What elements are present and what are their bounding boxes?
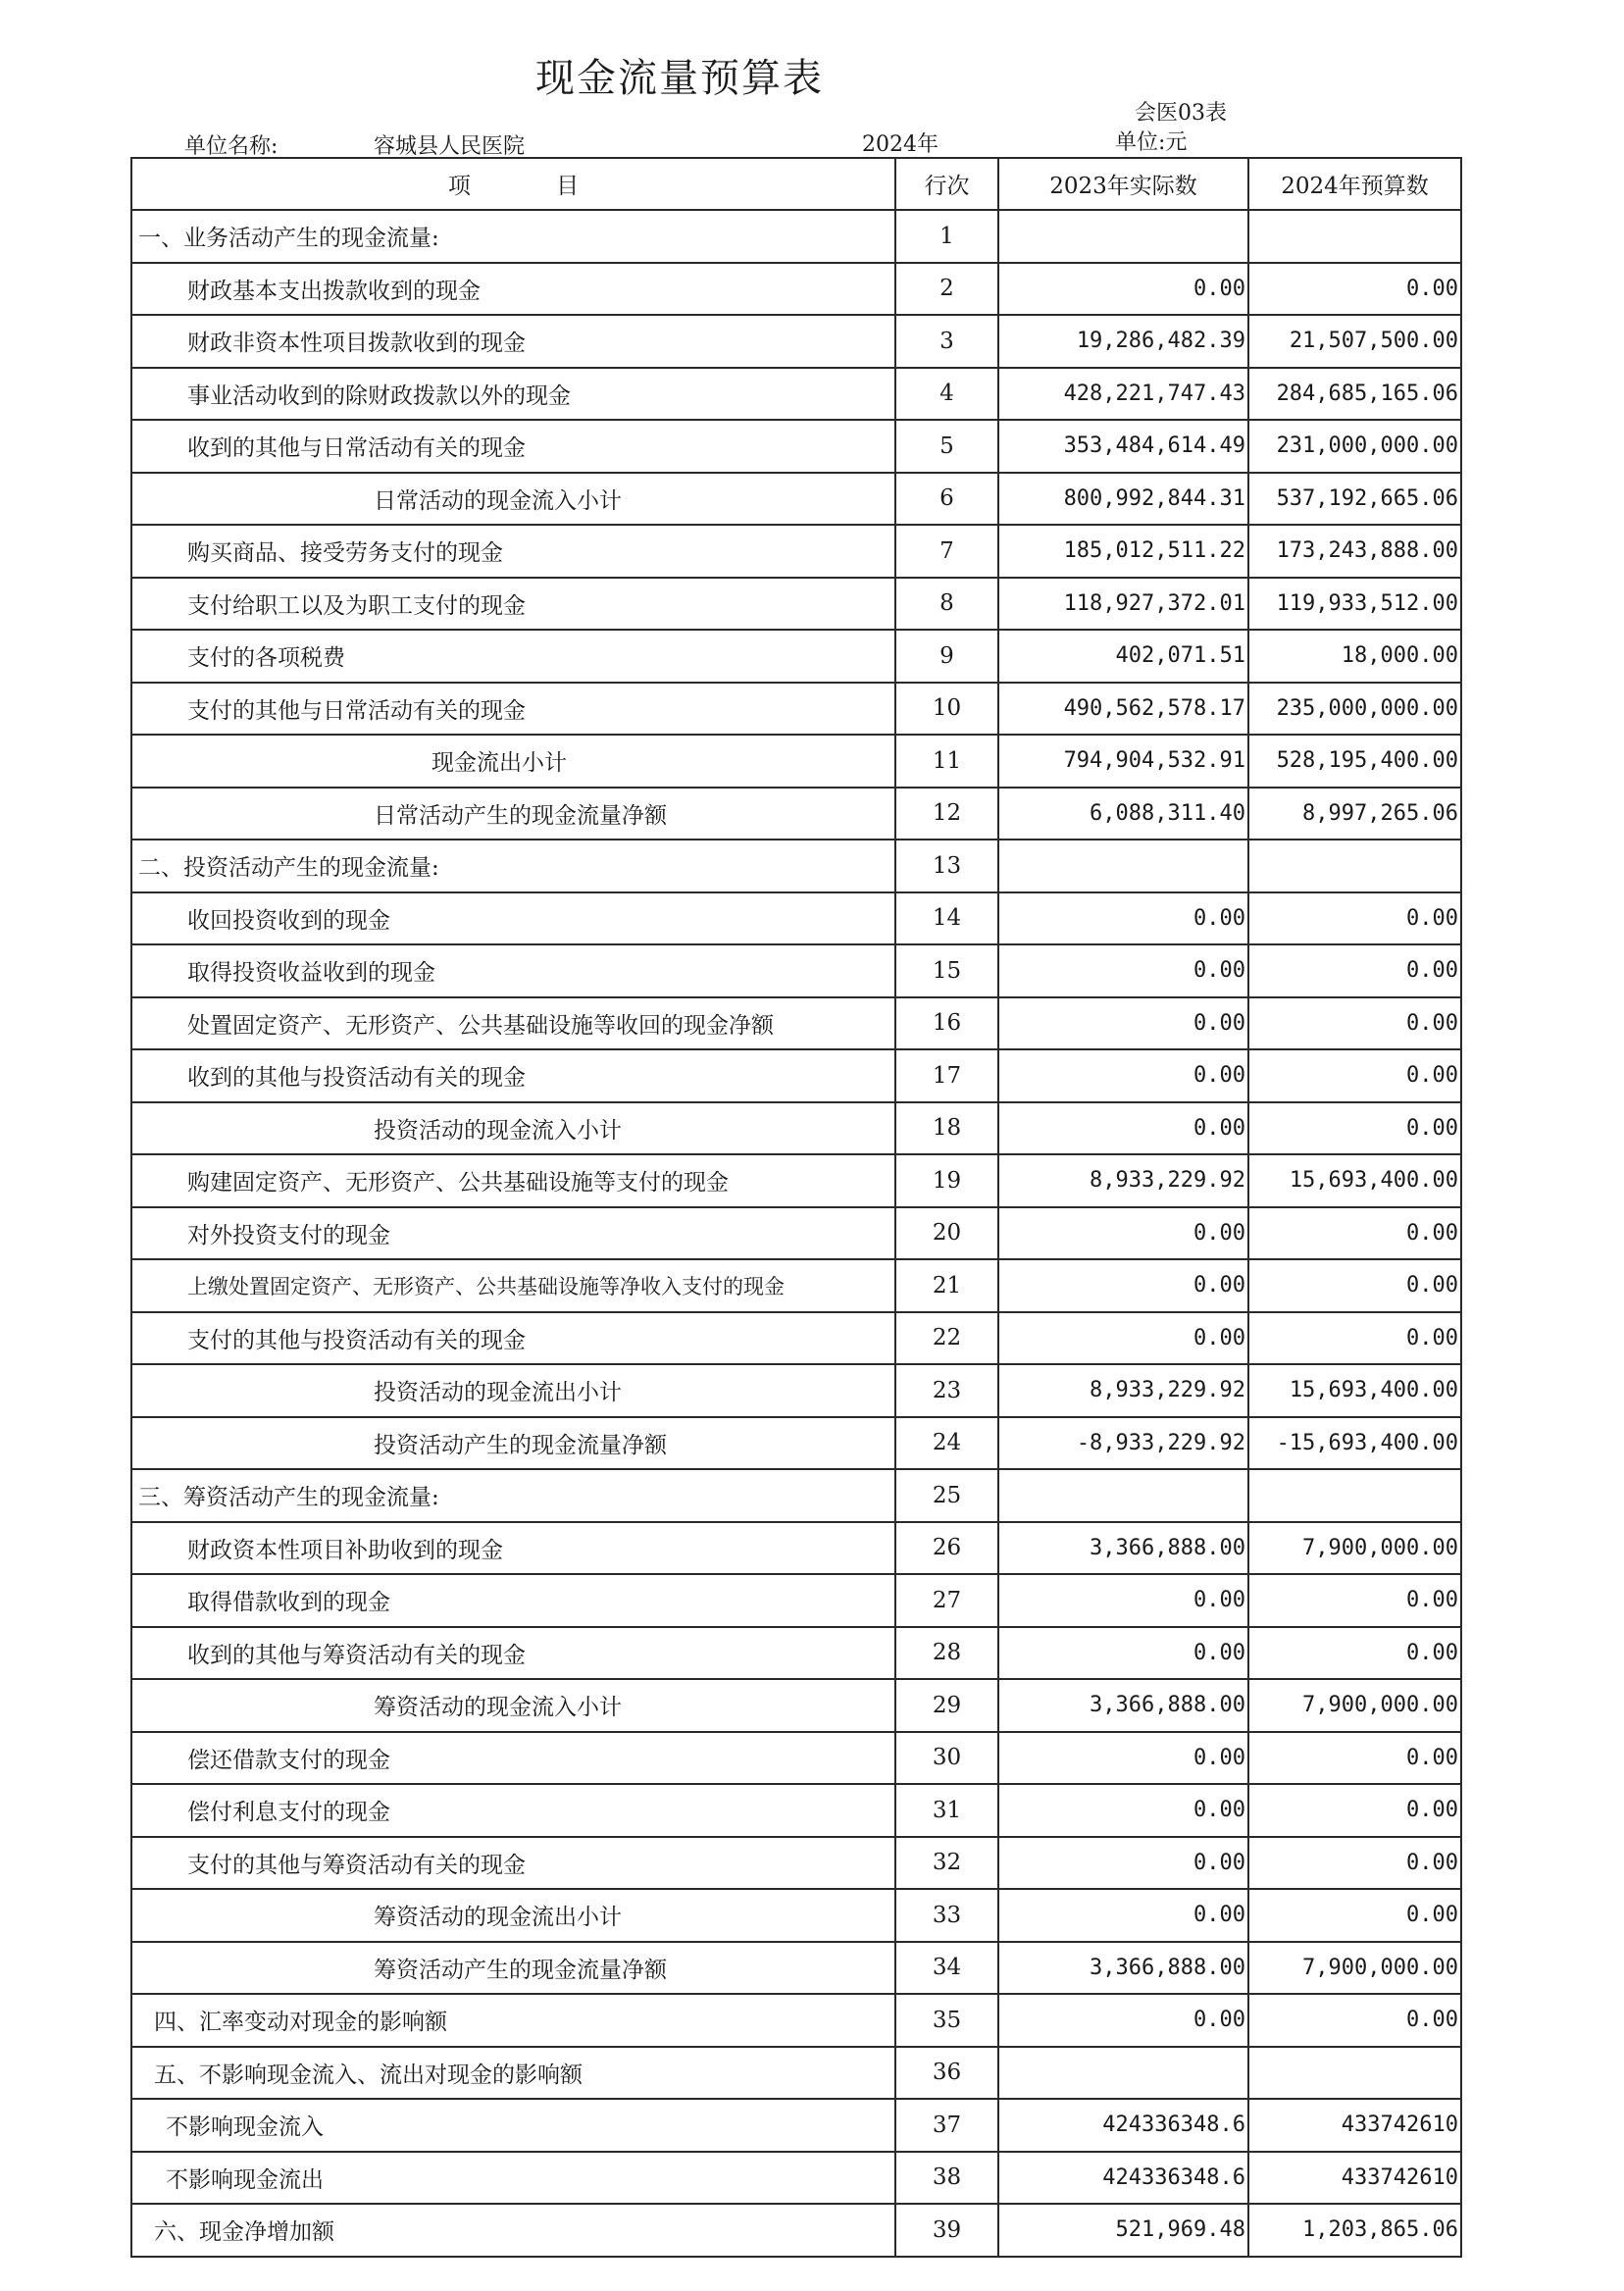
row-number: 15 xyxy=(895,944,998,997)
form-code: 会医03表 xyxy=(1135,101,1227,126)
actual-2023-value: 424336348.6 xyxy=(998,2099,1248,2152)
row-number: 17 xyxy=(895,1049,998,1102)
budget-2024-value: 0.00 xyxy=(1248,1049,1461,1102)
budget-2024-value: 0.00 xyxy=(1248,1312,1461,1365)
actual-2023-value xyxy=(998,840,1248,892)
page-title: 现金流量预算表 xyxy=(535,56,824,101)
budget-2024-value: 0.00 xyxy=(1248,1837,1461,1890)
actual-2023-value: 0.00 xyxy=(998,1049,1248,1102)
table-row xyxy=(131,1259,1461,1312)
actual-2023-value: 8,933,229.92 xyxy=(998,1364,1248,1417)
table-row xyxy=(131,1364,1461,1417)
budget-2024-value: 0.00 xyxy=(1248,892,1461,945)
budget-2024-value: 21,507,500.00 xyxy=(1248,315,1461,368)
column-header-row-no: 行次 xyxy=(895,158,998,210)
table-row xyxy=(131,735,1461,788)
table-row xyxy=(131,1732,1461,1785)
row-number: 30 xyxy=(895,1732,998,1785)
row-number: 34 xyxy=(895,1942,998,1995)
unit-name-value: 容城县人民医院 xyxy=(374,134,526,159)
row-number: 5 xyxy=(895,420,998,473)
budget-2024-value: 0.00 xyxy=(1248,263,1461,316)
table-row xyxy=(131,1889,1461,1942)
actual-2023-value: 402,071.51 xyxy=(998,630,1248,683)
column-header-item: 项 目 xyxy=(131,158,895,210)
actual-2023-value: 0.00 xyxy=(998,1889,1248,1942)
column-header-actual-2023: 2023年实际数 xyxy=(998,158,1248,210)
row-number: 20 xyxy=(895,1207,998,1260)
actual-2023-value: -8,933,229.92 xyxy=(998,1417,1248,1470)
row-label: 收到的其他与筹资活动有关的现金 xyxy=(131,1627,895,1680)
actual-2023-value: 6,088,311.40 xyxy=(998,788,1248,840)
row-number: 1 xyxy=(895,210,998,263)
row-number: 9 xyxy=(895,630,998,683)
actual-2023-value: 0.00 xyxy=(998,1732,1248,1785)
table-row xyxy=(131,1522,1461,1575)
table-row xyxy=(131,630,1461,683)
row-label: 收回投资收到的现金 xyxy=(131,892,895,945)
actual-2023-value: 0.00 xyxy=(998,944,1248,997)
budget-2024-value: 8,997,265.06 xyxy=(1248,788,1461,840)
budget-2024-value: 0.00 xyxy=(1248,1259,1461,1312)
budget-2024-value: 433742610 xyxy=(1248,2152,1461,2205)
row-label: 购建固定资产、无形资产、公共基础设施等支付的现金 xyxy=(131,1154,895,1207)
column-header-budget-2024: 2024年预算数 xyxy=(1248,158,1461,210)
row-label: 一、业务活动产生的现金流量: xyxy=(131,210,895,263)
row-label: 取得投资收益收到的现金 xyxy=(131,944,895,997)
table-row xyxy=(131,210,1461,263)
actual-2023-value: 0.00 xyxy=(998,263,1248,316)
table-row xyxy=(131,1102,1461,1155)
budget-2024-value: 18,000.00 xyxy=(1248,630,1461,683)
table-row xyxy=(131,2047,1461,2100)
budget-2024-value xyxy=(1248,210,1461,263)
actual-2023-value: 3,366,888.00 xyxy=(998,1679,1248,1732)
row-label: 支付给职工以及为职工支付的现金 xyxy=(131,578,895,631)
row-number: 6 xyxy=(895,473,998,526)
budget-2024-value: 15,693,400.00 xyxy=(1248,1154,1461,1207)
budget-2024-value xyxy=(1248,840,1461,892)
row-label: 支付的各项税费 xyxy=(131,630,895,683)
row-label: 不影响现金流入 xyxy=(131,2099,895,2152)
table-row xyxy=(131,1154,1461,1207)
budget-2024-value: 7,900,000.00 xyxy=(1248,1942,1461,1995)
row-number: 11 xyxy=(895,735,998,788)
row-number: 37 xyxy=(895,2099,998,2152)
table-row xyxy=(131,2099,1461,2152)
row-number: 8 xyxy=(895,578,998,631)
row-label: 上缴处置固定资产、无形资产、公共基础设施等净收入支付的现金 xyxy=(131,1259,895,1312)
actual-2023-value: 490,562,578.17 xyxy=(998,683,1248,736)
table-header-row xyxy=(131,158,1461,210)
budget-2024-value xyxy=(1248,2047,1461,2100)
actual-2023-value: 0.00 xyxy=(998,1574,1248,1627)
budget-2024-value: 1,203,865.06 xyxy=(1248,2204,1461,2257)
table-row xyxy=(131,1312,1461,1365)
row-number: 3 xyxy=(895,315,998,368)
table-row xyxy=(131,420,1461,473)
row-label: 日常活动产生的现金流量净额 xyxy=(131,788,895,840)
row-label: 处置固定资产、无形资产、公共基础设施等收回的现金净额 xyxy=(131,997,895,1050)
actual-2023-value xyxy=(998,1469,1248,1522)
row-number: 21 xyxy=(895,1259,998,1312)
budget-2024-value: -15,693,400.00 xyxy=(1248,1417,1461,1470)
row-number: 35 xyxy=(895,1994,998,2047)
row-label: 投资活动的现金流入小计 xyxy=(131,1102,895,1155)
budget-2024-value: 433742610 xyxy=(1248,2099,1461,2152)
row-number: 29 xyxy=(895,1679,998,1732)
actual-2023-value: 800,992,844.31 xyxy=(998,473,1248,526)
budget-2024-value: 173,243,888.00 xyxy=(1248,525,1461,578)
actual-2023-value: 0.00 xyxy=(998,1312,1248,1365)
row-number: 14 xyxy=(895,892,998,945)
unit-name-label: 单位名称: xyxy=(184,134,279,159)
table-row xyxy=(131,1049,1461,1102)
actual-2023-value: 353,484,614.49 xyxy=(998,420,1248,473)
budget-2024-value: 0.00 xyxy=(1248,944,1461,997)
row-label: 不影响现金流出 xyxy=(131,2152,895,2205)
row-number: 28 xyxy=(895,1627,998,1680)
row-number: 7 xyxy=(895,525,998,578)
row-number: 36 xyxy=(895,2047,998,2100)
table-row xyxy=(131,1627,1461,1680)
actual-2023-value: 19,286,482.39 xyxy=(998,315,1248,368)
actual-2023-value: 3,366,888.00 xyxy=(998,1522,1248,1575)
actual-2023-value: 0.00 xyxy=(998,1784,1248,1837)
row-number: 39 xyxy=(895,2204,998,2257)
budget-2024-value: 0.00 xyxy=(1248,1784,1461,1837)
row-label: 四、汇率变动对现金的影响额 xyxy=(131,1994,895,2047)
table-row xyxy=(131,1784,1461,1837)
actual-2023-value: 0.00 xyxy=(998,1102,1248,1155)
actual-2023-value: 118,927,372.01 xyxy=(998,578,1248,631)
actual-2023-value: 521,969.48 xyxy=(998,2204,1248,2257)
row-label: 对外投资支付的现金 xyxy=(131,1207,895,1260)
row-number: 32 xyxy=(895,1837,998,1890)
table-row xyxy=(131,315,1461,368)
table-row xyxy=(131,683,1461,736)
actual-2023-value: 0.00 xyxy=(998,997,1248,1050)
currency-unit: 单位:元 xyxy=(1115,130,1188,155)
actual-2023-value: 0.00 xyxy=(998,1994,1248,2047)
actual-2023-value: 424336348.6 xyxy=(998,2152,1248,2205)
row-number: 12 xyxy=(895,788,998,840)
budget-2024-value: 235,000,000.00 xyxy=(1248,683,1461,736)
budget-2024-value: 0.00 xyxy=(1248,1994,1461,2047)
table-row xyxy=(131,1679,1461,1732)
cash-flow-table xyxy=(130,157,1462,2258)
budget-2024-value: 0.00 xyxy=(1248,1889,1461,1942)
row-label: 投资活动的现金流出小计 xyxy=(131,1364,895,1417)
actual-2023-value: 428,221,747.43 xyxy=(998,368,1248,421)
budget-2024-value: 231,000,000.00 xyxy=(1248,420,1461,473)
row-number: 13 xyxy=(895,840,998,892)
row-number: 18 xyxy=(895,1102,998,1155)
budget-2024-value: 284,685,165.06 xyxy=(1248,368,1461,421)
row-label: 取得借款收到的现金 xyxy=(131,1574,895,1627)
row-number: 24 xyxy=(895,1417,998,1470)
budget-2024-value: 0.00 xyxy=(1248,1102,1461,1155)
table-row xyxy=(131,944,1461,997)
budget-2024-value: 0.00 xyxy=(1248,997,1461,1050)
row-number: 25 xyxy=(895,1469,998,1522)
table-row xyxy=(131,1942,1461,1995)
row-label: 支付的其他与日常活动有关的现金 xyxy=(131,683,895,736)
actual-2023-value: 185,012,511.22 xyxy=(998,525,1248,578)
table-row xyxy=(131,892,1461,945)
row-number: 4 xyxy=(895,368,998,421)
actual-2023-value: 8,933,229.92 xyxy=(998,1154,1248,1207)
budget-2024-value: 0.00 xyxy=(1248,1574,1461,1627)
row-label: 投资活动产生的现金流量净额 xyxy=(131,1417,895,1470)
row-number: 19 xyxy=(895,1154,998,1207)
actual-2023-value: 794,904,532.91 xyxy=(998,735,1248,788)
table-row xyxy=(131,997,1461,1050)
actual-2023-value xyxy=(998,210,1248,263)
budget-2024-value: 7,900,000.00 xyxy=(1248,1522,1461,1575)
row-number: 23 xyxy=(895,1364,998,1417)
actual-2023-value: 0.00 xyxy=(998,1837,1248,1890)
table-row xyxy=(131,368,1461,421)
row-label: 六、现金净增加额 xyxy=(131,2204,895,2257)
budget-year: 2024年 xyxy=(862,132,939,157)
row-label: 五、不影响现金流入、流出对现金的影响额 xyxy=(131,2047,895,2100)
row-label: 日常活动的现金流入小计 xyxy=(131,473,895,526)
row-number: 33 xyxy=(895,1889,998,1942)
table-row xyxy=(131,1417,1461,1470)
row-label: 偿付利息支付的现金 xyxy=(131,1784,895,1837)
row-number: 22 xyxy=(895,1312,998,1365)
actual-2023-value: 3,366,888.00 xyxy=(998,1942,1248,1995)
row-number: 16 xyxy=(895,997,998,1050)
row-label: 二、投资活动产生的现金流量: xyxy=(131,840,895,892)
actual-2023-value: 0.00 xyxy=(998,1207,1248,1260)
budget-2024-value: 528,195,400.00 xyxy=(1248,735,1461,788)
table-row xyxy=(131,263,1461,316)
budget-2024-value: 15,693,400.00 xyxy=(1248,1364,1461,1417)
table-row xyxy=(131,525,1461,578)
budget-2024-value: 537,192,665.06 xyxy=(1248,473,1461,526)
actual-2023-value: 0.00 xyxy=(998,892,1248,945)
row-label: 购买商品、接受劳务支付的现金 xyxy=(131,525,895,578)
row-label: 支付的其他与投资活动有关的现金 xyxy=(131,1312,895,1365)
row-label: 筹资活动的现金流出小计 xyxy=(131,1889,895,1942)
row-label: 财政非资本性项目拨款收到的现金 xyxy=(131,315,895,368)
table-row xyxy=(131,840,1461,892)
row-label: 财政资本性项目补助收到的现金 xyxy=(131,1522,895,1575)
actual-2023-value: 0.00 xyxy=(998,1627,1248,1680)
row-label: 偿还借款支付的现金 xyxy=(131,1732,895,1785)
row-label: 三、筹资活动产生的现金流量: xyxy=(131,1469,895,1522)
row-label: 收到的其他与日常活动有关的现金 xyxy=(131,420,895,473)
table-row xyxy=(131,2152,1461,2205)
row-number: 27 xyxy=(895,1574,998,1627)
actual-2023-value xyxy=(998,2047,1248,2100)
row-label: 财政基本支出拨款收到的现金 xyxy=(131,263,895,316)
budget-2024-value: 0.00 xyxy=(1248,1732,1461,1785)
table-row xyxy=(131,1837,1461,1890)
row-label: 收到的其他与投资活动有关的现金 xyxy=(131,1049,895,1102)
row-label: 筹资活动的现金流入小计 xyxy=(131,1679,895,1732)
row-number: 38 xyxy=(895,2152,998,2205)
budget-2024-value xyxy=(1248,1469,1461,1522)
table-row xyxy=(131,473,1461,526)
table-row xyxy=(131,578,1461,631)
table-row xyxy=(131,1469,1461,1522)
budget-2024-value: 7,900,000.00 xyxy=(1248,1679,1461,1732)
table-row xyxy=(131,1207,1461,1260)
budget-2024-value: 0.00 xyxy=(1248,1627,1461,1680)
row-label: 支付的其他与筹资活动有关的现金 xyxy=(131,1837,895,1890)
table-row xyxy=(131,788,1461,840)
row-number: 2 xyxy=(895,263,998,316)
row-label: 事业活动收到的除财政拨款以外的现金 xyxy=(131,368,895,421)
table-row xyxy=(131,1994,1461,2047)
row-number: 26 xyxy=(895,1522,998,1575)
budget-2024-value: 0.00 xyxy=(1248,1207,1461,1260)
table-row xyxy=(131,2204,1461,2257)
row-number: 10 xyxy=(895,683,998,736)
row-label: 筹资活动产生的现金流量净额 xyxy=(131,1942,895,1995)
budget-2024-value: 119,933,512.00 xyxy=(1248,578,1461,631)
row-number: 31 xyxy=(895,1784,998,1837)
table-row xyxy=(131,1574,1461,1627)
row-label: 现金流出小计 xyxy=(131,735,895,788)
actual-2023-value: 0.00 xyxy=(998,1259,1248,1312)
